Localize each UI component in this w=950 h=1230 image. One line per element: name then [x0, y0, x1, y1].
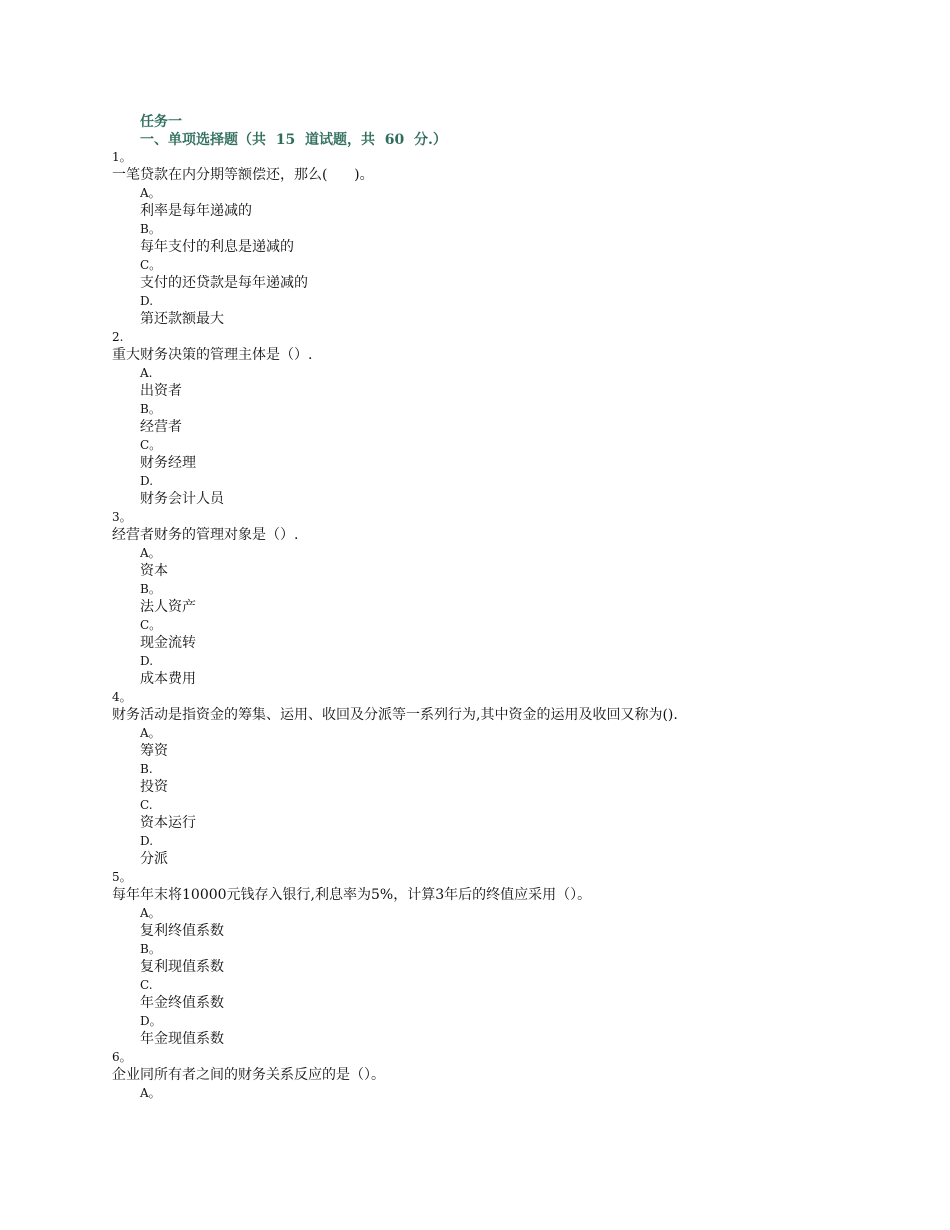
- question-text: 企业同所有者之间的财务关系反应的是（）。: [112, 1067, 385, 1083]
- question-number: 3。: [112, 510, 132, 524]
- option-text: 成本费用: [140, 671, 196, 687]
- question-block: [0, 328, 950, 508]
- option-letter: B。: [140, 582, 161, 596]
- option-text: 年金终值系数: [140, 995, 224, 1011]
- question-block: [0, 1048, 950, 1102]
- option-letter: A。: [140, 906, 161, 920]
- option-text: 财务经理: [140, 455, 196, 471]
- option-letter: C。: [140, 618, 162, 632]
- option-letter: C.: [140, 978, 153, 992]
- option-text: 法人资产: [140, 599, 196, 615]
- option-text: 财务会计人员: [140, 491, 224, 507]
- question-text: 重大财务决策的管理主体是（）.: [112, 347, 313, 363]
- section-title: 一、单项选择题（共 15 道试题，共 60 分.）: [140, 132, 447, 148]
- option-text: 年金现值系数: [140, 1031, 224, 1047]
- question-text: 每年年末将10000元钱存入银行,利息率为5%，计算3年后的终值应采用（）。: [112, 887, 592, 903]
- question-text: 财务活动是指资金的筹集、运用、收回及分派等一系列行为,其中资金的运用及收回又称为().: [112, 707, 678, 723]
- option-letter: B.: [140, 762, 153, 776]
- option-text: 分派: [140, 851, 168, 867]
- option-letter: C。: [140, 438, 162, 452]
- option-letter: C。: [140, 258, 162, 272]
- option-text: 投资: [140, 779, 168, 795]
- question-block: [0, 868, 950, 1048]
- option-letter: B。: [140, 942, 161, 956]
- question-text: 一笔贷款在内分期等额偿还，那么( )。: [112, 167, 374, 183]
- option-text: 资本运行: [140, 815, 196, 831]
- option-letter: A.: [140, 366, 153, 380]
- option-letter: A。: [140, 726, 161, 740]
- option-text: 筹资: [140, 743, 168, 759]
- option-text: 现金流转: [140, 635, 196, 651]
- question-text: 经营者财务的管理对象是（）.: [112, 527, 299, 543]
- option-text: 利率是每年递减的: [140, 203, 252, 219]
- option-letter: D.: [140, 294, 154, 308]
- option-text: 经营者: [140, 419, 182, 435]
- question-number: 4。: [112, 690, 132, 704]
- option-text: 资本: [140, 563, 168, 579]
- option-text: 复利现值系数: [140, 959, 224, 975]
- option-text: 第还款额最大: [140, 311, 224, 327]
- option-letter: D。: [140, 1014, 162, 1028]
- option-letter: D.: [140, 834, 154, 848]
- option-letter: B。: [140, 402, 161, 416]
- question-block: [0, 688, 950, 868]
- option-letter: A。: [140, 186, 161, 200]
- option-text: 支付的还贷款是每年递减的: [140, 275, 308, 291]
- question-number: 5。: [112, 870, 132, 884]
- option-letter: A。: [140, 1086, 161, 1100]
- option-letter: A。: [140, 546, 161, 560]
- question-number: 1。: [112, 150, 132, 164]
- option-text: 出资者: [140, 383, 182, 399]
- question-block: [0, 508, 950, 688]
- question-number: 2.: [112, 330, 124, 344]
- option-text: 每年支付的利息是递减的: [140, 239, 294, 255]
- question-block: [0, 148, 950, 328]
- option-letter: D.: [140, 654, 154, 668]
- option-letter: B。: [140, 222, 161, 236]
- question-list: [0, 148, 950, 1102]
- option-letter: C.: [140, 798, 153, 812]
- option-text: 复利终值系数: [140, 923, 224, 939]
- option-letter: D.: [140, 474, 154, 488]
- question-number: 6。: [112, 1050, 132, 1064]
- task-title: 任务一: [140, 114, 182, 130]
